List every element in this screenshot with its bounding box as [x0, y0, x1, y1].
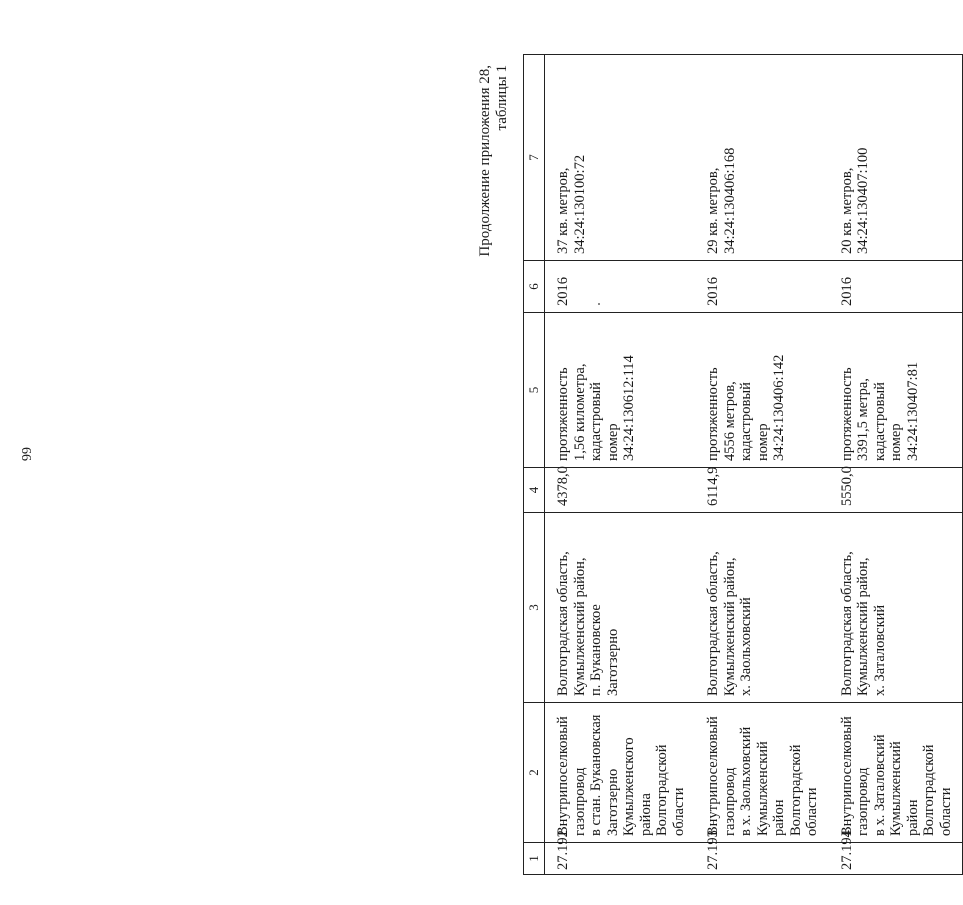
object-name-line: в стан. Букановская	[588, 714, 604, 836]
col4-value: 6114,9	[695, 468, 829, 513]
object-name-line: Внутрипоселковый	[838, 716, 855, 836]
land-plot-line: 37 кв. метров,	[555, 167, 571, 254]
land-plot	[545, 55, 696, 261]
object-name-line: газопровод	[571, 767, 588, 836]
object-characteristics	[545, 313, 696, 468]
address-line: Заготзерно	[604, 628, 621, 696]
header-col-3: 3	[524, 513, 545, 703]
address-line: Кумылженский район,	[571, 557, 588, 696]
col4-value: 5550,0	[829, 468, 963, 513]
table-row	[545, 55, 696, 875]
object-name-line: Заготзерно	[604, 768, 621, 836]
object-address	[545, 513, 696, 703]
page-number: 66	[18, 447, 33, 461]
table-header-row	[524, 55, 545, 875]
object-name-line: Кумылженский район	[888, 741, 921, 836]
object-name-line: Волгоградской области	[787, 744, 820, 836]
object-name-line: Волгоградской области	[921, 744, 954, 836]
characteristics-line: 3391,5 метра,	[855, 378, 871, 461]
characteristics-line: 34:24:130612:114	[621, 355, 637, 461]
address-line: Кумылженский район,	[721, 557, 738, 696]
caption-line-1: Продолжение приложения 28,	[477, 65, 493, 257]
characteristics-line: кадастровый	[738, 382, 754, 461]
characteristics-line: номер	[754, 423, 771, 461]
address-line: Волгоградская область,	[555, 551, 571, 696]
characteristics-line: кадастровый	[588, 382, 604, 461]
header-col-6: 6	[524, 261, 545, 313]
object-name-line: газопровод	[855, 767, 871, 836]
characteristics-line: протяженность	[555, 367, 571, 461]
table-caption	[477, 65, 511, 257]
object-name-line: Кумылженский район	[754, 741, 787, 836]
address-line: х. Заольховский	[738, 597, 754, 696]
landscape-frame	[477, 55, 954, 875]
address-line: Волгоградская область,	[705, 551, 721, 696]
land-plot	[695, 55, 829, 261]
header-col-2: 2	[524, 703, 545, 843]
object-name-line: Внутрипоселковый	[705, 716, 721, 836]
address-line: х. Заталовский	[871, 604, 888, 696]
header-col-4: 4	[524, 468, 545, 513]
table-row	[829, 55, 963, 875]
row-number: 27.194	[829, 843, 963, 875]
address-line: Волгоградская область,	[838, 551, 855, 696]
row-number: 27.192	[545, 843, 696, 875]
object-name-line: Волгоградской области	[654, 744, 687, 836]
object-address	[829, 513, 963, 703]
land-plot-line: 29 кв. метров,	[705, 167, 721, 254]
land-plot-line: 20 кв. метров,	[838, 167, 855, 254]
land-plot-line: 34:24:130407:100	[855, 147, 871, 254]
land-plot	[829, 55, 963, 261]
land-plot-line: 34:24:130406:168	[721, 147, 738, 254]
characteristics-line: номер	[604, 423, 621, 461]
header-col-7: 7	[524, 55, 545, 261]
object-address	[695, 513, 829, 703]
object-name-line: Кумылженского района	[621, 737, 654, 836]
object-name	[695, 703, 829, 843]
characteristics-line: 34:24:130406:142	[771, 354, 787, 461]
characteristics-line: протяженность	[705, 367, 721, 461]
characteristics-line: номер	[888, 423, 904, 461]
object-characteristics	[829, 313, 963, 468]
characteristics-line: протяженность	[838, 367, 855, 461]
object-name-line: газопровод	[721, 767, 738, 836]
caption-line-2: таблицы 1	[494, 65, 510, 131]
object-name	[545, 703, 696, 843]
property-table	[523, 54, 963, 875]
year-value: 2016	[545, 261, 696, 313]
year-value: 2016	[695, 261, 829, 313]
object-name-line: Внутрипоселковый	[555, 716, 571, 836]
object-name	[829, 703, 963, 843]
characteristics-line: 1,56 километра,	[571, 363, 588, 461]
table-row	[695, 55, 829, 875]
col4-value: 4378,0	[545, 468, 696, 513]
address-line: Кумылженский район,	[855, 557, 871, 696]
land-plot-line: 34:24:130100:72	[571, 154, 588, 254]
characteristics-line: 34:24:130407:81	[904, 361, 921, 461]
characteristics-line: 4556 метров,	[721, 381, 738, 461]
header-col-1: 1	[524, 843, 545, 875]
characteristics-line: кадастровый	[871, 382, 888, 461]
object-name-line: в х. Заталовский	[871, 734, 888, 836]
header-col-5: 5	[524, 313, 545, 468]
object-name-line: в х. Заольховский	[738, 726, 754, 836]
row-number: 27.193	[695, 843, 829, 875]
object-characteristics	[695, 313, 829, 468]
address-line: п. Букановское	[588, 604, 604, 696]
year-value: 2016	[829, 261, 963, 313]
